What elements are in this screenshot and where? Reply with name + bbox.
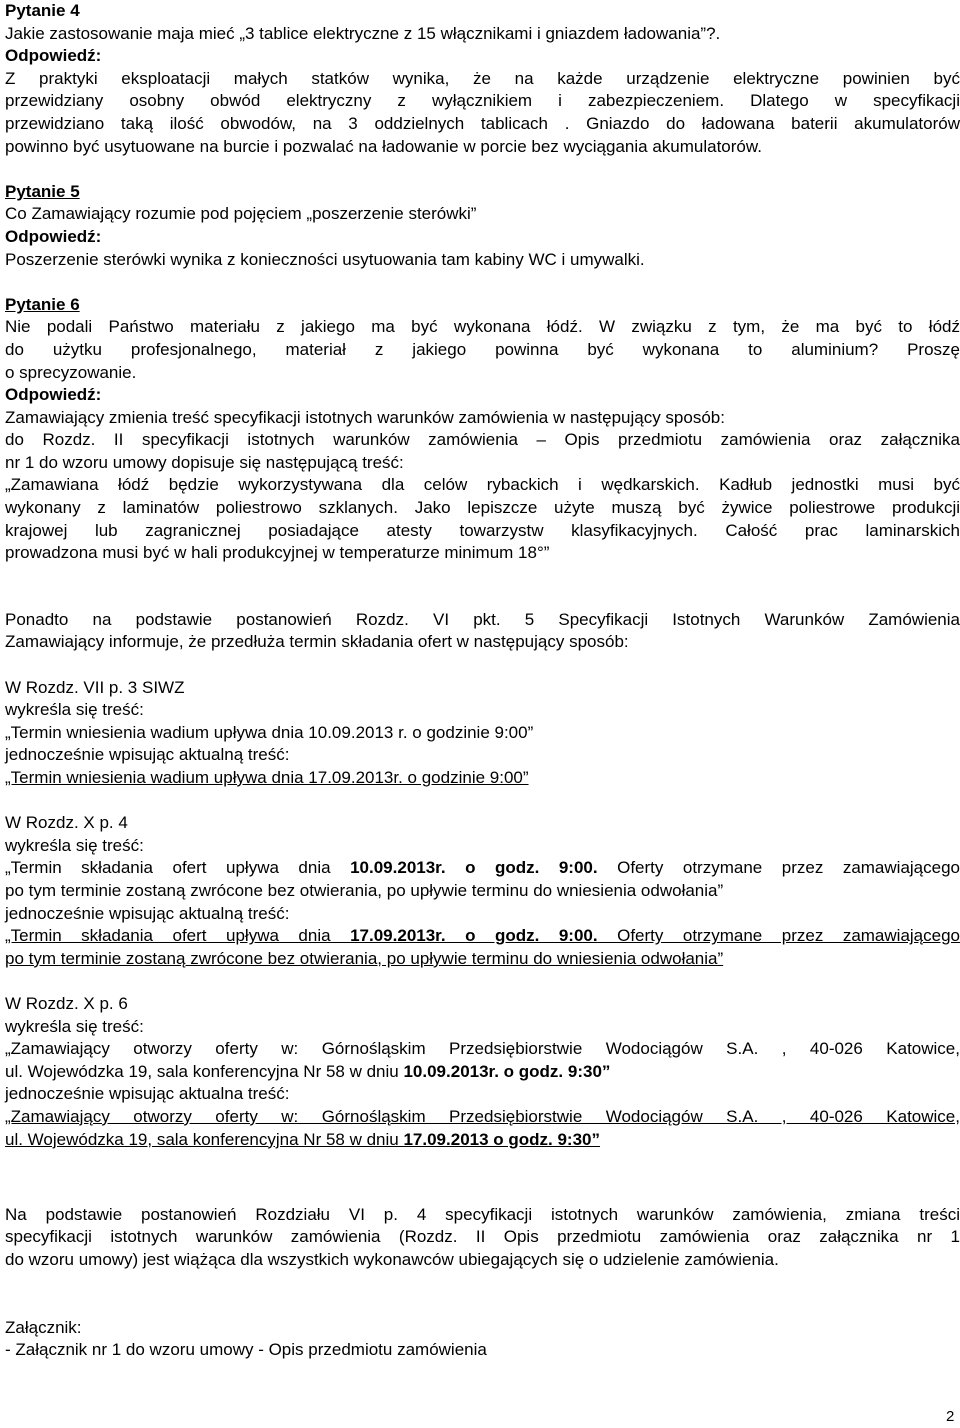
closing-line: do wzoru umowy) jest wiążąca dla wszystkich wykonawców ubiegających się o udzielenie zamówienia. (5, 1249, 779, 1269)
extension-line: Ponadto na podstawie postanowień Rozdz. VI pkt. 5 Specyfikacji Istotnych Warunków Zamówienia (5, 609, 960, 629)
q6-answer-line: do Rozdz. II specyfikacji istotnych warunków zamówienia – Opis przedmiotu zamówienia oraz załącznika (5, 430, 960, 450)
s1-new-text: „Termin wniesienia wadium upływa dnia 17.09.2013r. o godzinie 9:00” (5, 768, 529, 787)
q6-answer-line: Zamawiający zmienia treść specyfikacji istotnych warunków zamówienia w następujący sposób: (5, 407, 725, 427)
q6-answer-line: prowadzona musi być w hali produkcyjnej w temperaturze minimum 18°” (5, 543, 550, 563)
s1-old-text: „Termin wniesienia wadium upływa dnia 10.09.2013 r. o godzinie 9:00” (5, 722, 534, 742)
s2-old-line: po tym terminie zostaną zwrócone bez otwierania, po upływie terminu do wniesienia odwołania” (5, 880, 724, 900)
closing-line: specyfikacji istotnych warunków zamówienia (Rozdz. II Opis przedmiotu zamówienia oraz załącznika nr 1 (5, 1227, 960, 1247)
attachments-label: Załącznik: (5, 1317, 82, 1337)
attachment-item: - Załącznik nr 1 do wzoru umowy - Opis przedmiotu zamówienia (5, 1340, 487, 1360)
q4-title: Pytanie 4 (5, 1, 80, 20)
q6-answer-line: wykonany z laminatów poliestrowo szklanych. Jako lepiszcze użyte muszą być żywice poliestrowe produkcji (5, 498, 960, 518)
s3-heading: W Rozdz. X p. 6 (5, 993, 128, 1013)
q6-answer-line: nr 1 do wzoru umowy dopisuje się następującą treść: (5, 452, 404, 472)
q5-answer: Poszerzenie sterówki wynika z konieczności usytuowania tam kabiny WC i umywalki. (5, 249, 645, 269)
closing-line: Na podstawie postanowień Rozdziału VI p. 4 specyfikacji istotnych warunków zamówienia, zmiana treści (5, 1204, 960, 1224)
q6-answer-label: Odpowiedź: (5, 385, 102, 405)
q6-title: Pytanie 6 (5, 294, 80, 314)
s2-new-line: po tym terminie zostaną zwrócone bez otwierania, po upływie terminu do wniesienia odwołania” (5, 948, 724, 968)
s1-new-label: jednocześnie wpisując aktualną treść: (5, 745, 290, 765)
page-number: 2 (946, 1408, 955, 1425)
q5-answer-label: Odpowiedź: (5, 226, 102, 246)
q4-answer-line: przewidziany osobny obwód elektryczny z wyłącznikiem i zabezpieczeniem. Dlatego w specyfikacji (5, 91, 960, 111)
s2-heading: W Rozdz. X p. 4 (5, 813, 128, 833)
q6-answer-line: krajowej lub zagranicznej posiadające atesty towarzystw klasyfikacyjnych. Całość prac laminarskich (5, 520, 960, 540)
q4-question: Jakie zastosowanie maja mieć „3 tablice elektryczne z 15 włącznikami i gniazdem ładowania”?. (5, 23, 721, 43)
q6-question-line: do użytku profesjonalnego, materiał z jakiego powinna być wykonana to aluminium? Proszę (5, 339, 960, 359)
s3-old-line: „Zamawiający otworzy oferty w: Górnośląskim Przedsiębiorstwie Wodociągów S.A. , 40-026 Katowice, (5, 1039, 960, 1059)
q5-question: Co Zamawiający rozumie pod pojęciem „poszerzenie sterówki” (5, 204, 477, 224)
s3-new-line: ul. Wojewódzka 19, sala konferencyjna Nr 58 w dniu 17.09.2013 o godz. 9:30” (5, 1129, 601, 1149)
s1-strike-label: wykreśla się treść: (5, 700, 144, 720)
q4-answer-line: powinno być usytuowane na burcie i pozwalać na ładowanie w porcie bez wyciągania akumulatorów. (5, 136, 762, 156)
s2-old-line: „Termin składania ofert upływa dnia 10.09.2013r. o godz. 9:00. Oferty otrzymane przez zamawiającego (5, 858, 960, 878)
s2-strike-label: wykreśla się treść: (5, 835, 144, 855)
q4-answer-line: Z praktyki eksploatacji małych statków wynika, że na każde urządzenie elektryczne powinien być (5, 68, 960, 88)
q6-question-line: o sprecyzowanie. (5, 362, 137, 382)
extension-line: Zamawiający informuje, że przedłuża termin składania ofert w następujący sposób: (5, 632, 629, 652)
q6-answer-line: „Zamawiana łódź będzie wykorzystywana dla celów rybackich i wędkarskich. Kadłub jednostki musi być (5, 475, 960, 495)
s2-new-line: „Termin składania ofert upływa dnia 17.09.2013r. o godz. 9:00. Oferty otrzymane przez zamawiającego (5, 926, 960, 946)
s3-old-line: ul. Wojewódzka 19, sala konferencyjna Nr 58 w dniu 10.09.2013r. o godz. 9:30” (5, 1061, 611, 1081)
s3-new-line: „Zamawiający otworzy oferty w: Górnośląskim Przedsiębiorstwie Wodociągów S.A. , 40-026 Katowice, (5, 1106, 960, 1126)
s3-new-label: jednocześnie wpisując aktualna treść: (5, 1084, 290, 1104)
q5-title: Pytanie 5 (5, 181, 80, 201)
q4-answer-line: przewidziano taką ilość obwodów, na 3 oddzielnych tablicach . Gniazdo do ładowana baterii akumulatorów (5, 113, 960, 133)
document-page (5, 0, 960, 1362)
s1-heading: W Rozdz. VII p. 3 SIWZ (5, 677, 185, 697)
q4-answer-label: Odpowiedź: (5, 46, 102, 66)
s3-strike-label: wykreśla się treść: (5, 1016, 144, 1036)
s2-new-label: jednocześnie wpisując aktualną treść: (5, 903, 290, 923)
q6-question-line: Nie podali Państwo materiału z jakiego ma być wykonana łódź. W związku z tym, że ma być to łódź (5, 317, 960, 337)
